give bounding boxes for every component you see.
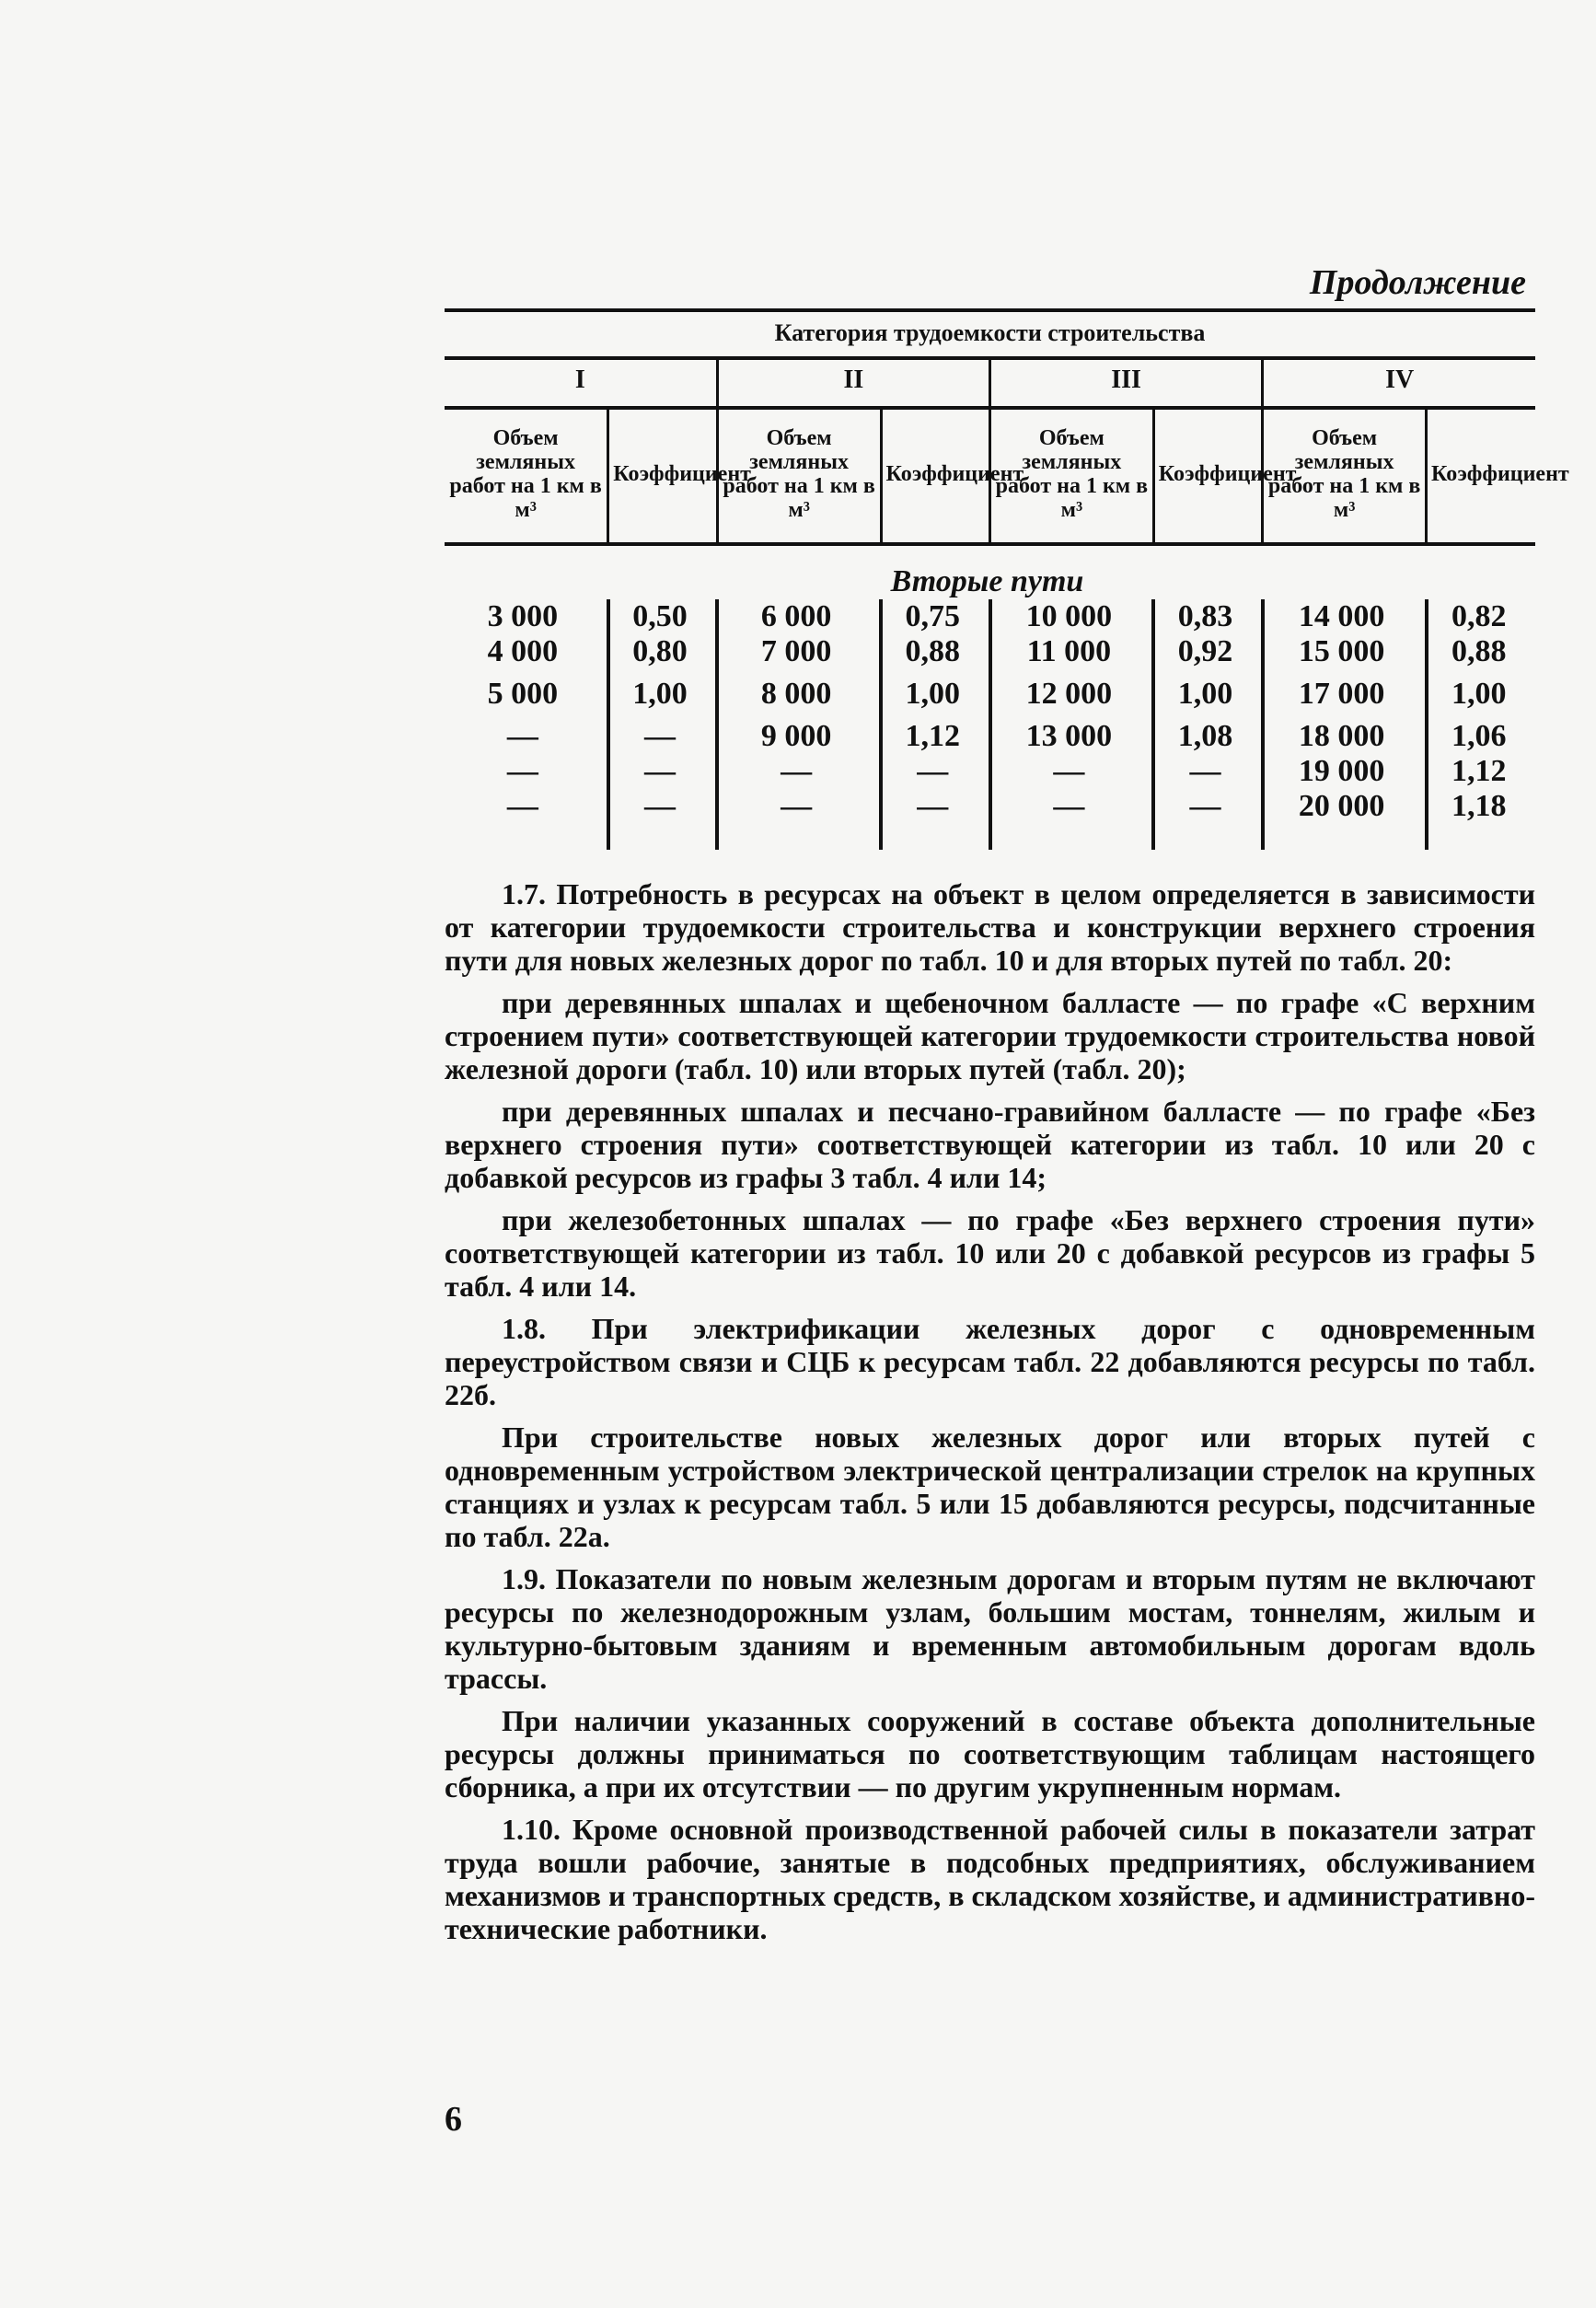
cell: 0,82 xyxy=(1427,599,1536,634)
cell: 0,92 xyxy=(1153,634,1263,669)
cell: 17 000 xyxy=(1263,669,1427,712)
category-IV: IV xyxy=(1263,358,1535,408)
cell: — xyxy=(1153,754,1263,789)
cell: — xyxy=(881,754,990,789)
paragraph-1-9: 1.9. Показатели по новым железным дорогам и вторым путям не включают ресурсы по железнодорожным узлам, большим мостам, тоннелям, жилым и культурно-бытовым зданиям и временным автомобильным дорогам вдоль трассы. xyxy=(445,1562,1535,1695)
cell: — xyxy=(506,789,538,823)
page-content xyxy=(445,262,1569,1954)
paragraph-additional-resources: При наличии указанных сооружений в составе объекта дополнительные ресурсы должны приниматься по соответствующим таблицам настоящего сборника, а при их отсутствии — по другим укрупненным нормам. xyxy=(445,1704,1535,1803)
cell: 12 000 xyxy=(990,669,1154,712)
cell: 5 000 xyxy=(487,677,559,711)
cell: — xyxy=(881,789,990,850)
page-number: 6 xyxy=(445,2100,462,2139)
cell: — xyxy=(717,789,881,850)
cell: 9 000 xyxy=(717,712,881,754)
category-III: III xyxy=(990,358,1263,408)
table-row xyxy=(445,599,1535,634)
cell: — xyxy=(608,754,718,789)
table-row xyxy=(445,669,1535,712)
cell: 15 000 xyxy=(1263,634,1427,669)
paragraph-wood-sand-gravel: при деревянных шпалах и песчано-гравийном балласте — по графе «Без верхнего строения пути» соответствующей категории из табл. 10 или 20 с добавкой ресурсов из графы 3 табл. 4 или 14; xyxy=(445,1095,1535,1194)
category-I: I xyxy=(445,358,717,408)
cell: 0,80 xyxy=(608,634,718,669)
cell: 6 000 xyxy=(717,599,881,634)
body-text xyxy=(445,877,1535,1945)
cell: 3 000 xyxy=(487,599,559,633)
category-II: II xyxy=(717,358,989,408)
col-volume-III: Объем земляных работ на 1 км в м³ xyxy=(990,408,1154,544)
cell: 4 000 xyxy=(487,634,559,668)
cell: 19 000 xyxy=(1263,754,1427,789)
paragraph-1-10: 1.10. Кроме основной производственной рабочей силы в показатели затрат труда вошли рабочие, занятые в подсобных предприятиях, обслуживанием механизмов и транспортных средств, в складском хозяйстве, и административно-технические работники. xyxy=(445,1813,1535,1945)
group-header: Категория трудоемкости строительства xyxy=(445,310,1535,358)
col-volume-IV: Объем земляных работ на 1 км в м³ xyxy=(1263,408,1427,544)
cell: 10 000 xyxy=(990,599,1154,634)
cell: 0,83 xyxy=(1153,599,1263,634)
paragraph-1-7: 1.7. Потребность в ресурсах на объект в целом определяется в зависимости от категории трудоемкости строительства и конструкции верхнего строения пути для новых железных дорог по табл. 10 и для вторых путей по табл. 20: xyxy=(445,877,1535,977)
col-coef-IV: Коэффициент xyxy=(1427,408,1536,544)
col-volume-I: Объем земляных работ на 1 км в м³ xyxy=(445,408,608,544)
paragraph-1-8: 1.8. При электрификации железных дорог с одновременным переустройством связи и СЦБ к ресурсам табл. 22 добавляются ресурсы по табл. 22б. xyxy=(445,1312,1535,1411)
col-coef-II: Коэффициент xyxy=(881,408,990,544)
paragraph-concrete-sleepers: при железобетонных шпалах — по графе «Без верхнего строения пути» соответствующей категории из табл. 10 или 20 с добавкой ресурсов из графы 5 табл. 4 или 14. xyxy=(445,1203,1535,1303)
cell: 1,00 xyxy=(608,669,718,712)
cell: 1,12 xyxy=(1427,754,1536,789)
paragraph-centralization: При строительстве новых железных дорог или вторых путей с одновременным устройством электрической централизации стрелок на крупных станциях и узлах к ресурсам табл. 5 или 15 добавляются ресурсы, подсчитанные по табл. 22а. xyxy=(445,1421,1535,1553)
table-row xyxy=(445,634,1535,669)
cell: — xyxy=(608,789,718,850)
cell: 0,50 xyxy=(608,599,718,634)
col-coef-III: Коэффициент xyxy=(1153,408,1263,544)
cell: — xyxy=(1153,789,1263,850)
cell: 0,75 xyxy=(881,599,990,634)
cell: 1,00 xyxy=(1153,669,1263,712)
cell: — xyxy=(506,719,538,753)
cell: 18 000 xyxy=(1263,712,1427,754)
cell: 7 000 xyxy=(717,634,881,669)
cell: — xyxy=(990,789,1154,850)
cell: 11 000 xyxy=(990,634,1154,669)
cell: 20 000 xyxy=(1263,789,1427,850)
resource-table xyxy=(445,308,1569,850)
cell: — xyxy=(608,712,718,754)
cell: 0,88 xyxy=(1427,634,1536,669)
cell: 1,18 xyxy=(1427,789,1536,850)
cell: — xyxy=(990,754,1154,789)
cell: 13 000 xyxy=(990,712,1154,754)
cell: 0,88 xyxy=(881,634,990,669)
table-row xyxy=(445,789,1535,850)
col-volume-II: Объем земляных работ на 1 км в м³ xyxy=(717,408,881,544)
cell: — xyxy=(506,754,538,788)
table-row xyxy=(445,754,1535,789)
col-coef-I: Коэффициент xyxy=(608,408,718,544)
cell: 8 000 xyxy=(717,669,881,712)
table-row xyxy=(445,712,1535,754)
cell: 14 000 xyxy=(1263,599,1427,634)
paragraph-wood-crushed-stone: при деревянных шпалах и щебеночном балласте — по графе «С верхним строением пути» соответствующей категории трудоемкости строительства новой железной дороги (табл. 10) или вторых путей (табл. 20); xyxy=(445,986,1535,1085)
cell: 1,12 xyxy=(881,712,990,754)
section-title: Вторые пути xyxy=(890,564,1084,598)
cell: 1,00 xyxy=(1427,669,1536,712)
cell: 1,08 xyxy=(1153,712,1263,754)
continuation-label: Продолжение xyxy=(1309,263,1526,302)
cell: — xyxy=(717,754,881,789)
cell: 1,06 xyxy=(1427,712,1536,754)
cell: 1,00 xyxy=(881,669,990,712)
